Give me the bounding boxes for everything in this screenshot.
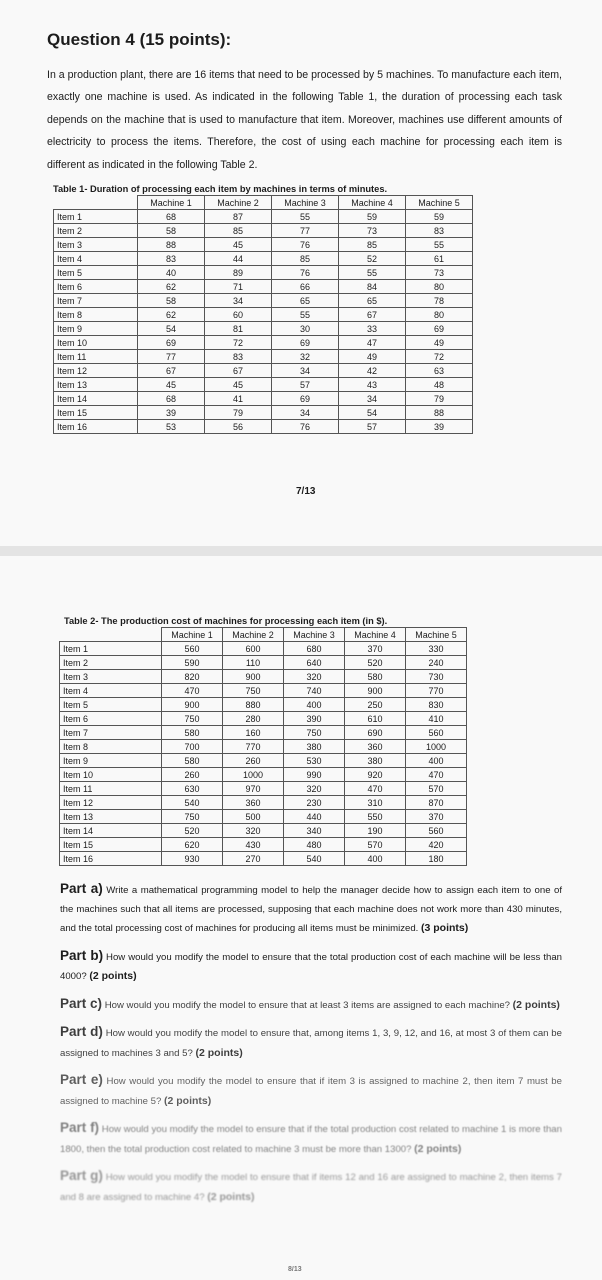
- table-cell: 55: [272, 308, 339, 322]
- table-cell: 280: [223, 712, 284, 726]
- table-cell: 1000: [223, 768, 284, 782]
- table-row: [60, 852, 467, 866]
- question-parts: [60, 880, 562, 1207]
- table-cell: 34: [272, 364, 339, 378]
- table-cell: 58: [138, 224, 205, 238]
- page-8: [0, 556, 602, 1280]
- part-text: How would you modify the model to ensure that at least 3 items are assigned to each machine?: [104, 999, 510, 1011]
- table-cell: 57: [339, 420, 406, 434]
- row-label: Item 11: [60, 782, 162, 796]
- table-cell: 560: [162, 642, 223, 656]
- table-cell: 970: [223, 782, 284, 796]
- question-intro: In a production plant, there are 16 items that need to be processed by 5 machines. To manufacture each item, exactly one machine is used. As indicated in the following Table 1, the duration of processing each task depends on the machine that is used to manufacture that item. Moreover, machines use different amounts of electricity to process the items. Therefore, the cost of using each machine for processing each item is different as indicated in the following Table 2.: [47, 69, 562, 171]
- table-row: [60, 796, 467, 810]
- table-cell: 85: [205, 224, 272, 238]
- question-part: [60, 947, 562, 987]
- table-cell: 60: [205, 308, 272, 322]
- part-label: Part e): [60, 1072, 103, 1087]
- row-label: Item 14: [60, 824, 162, 838]
- table-cell: 360: [345, 740, 406, 754]
- table-row: [54, 322, 473, 336]
- table-cell: 49: [406, 336, 473, 350]
- row-label: Item 9: [60, 754, 162, 768]
- table-cell: 69: [406, 322, 473, 336]
- table-cell: 83: [406, 224, 473, 238]
- table-cell: 79: [406, 392, 473, 406]
- table-cell: 900: [162, 698, 223, 712]
- table-cell: 990: [284, 768, 345, 782]
- table-cell: 76: [272, 238, 339, 252]
- table-cell: 600: [223, 642, 284, 656]
- table-cell: 47: [339, 336, 406, 350]
- page-number: 7/13: [296, 486, 316, 497]
- table-cell: 610: [345, 712, 406, 726]
- table-row: [54, 238, 473, 252]
- table-cell: 69: [138, 336, 205, 350]
- table-cell: 240: [406, 656, 467, 670]
- table-row: [54, 252, 473, 266]
- table-cell: 580: [162, 754, 223, 768]
- table-cell: 360: [223, 796, 284, 810]
- table-cell: 41: [205, 392, 272, 406]
- table-cell: 370: [406, 810, 467, 824]
- table-cell: 230: [284, 796, 345, 810]
- row-label: Item 1: [54, 210, 138, 224]
- table-row: [60, 670, 467, 684]
- table-cell: 43: [339, 378, 406, 392]
- table-cell: 440: [284, 810, 345, 824]
- table-cell: 820: [162, 670, 223, 684]
- table-cell: 190: [345, 824, 406, 838]
- table-row: [54, 224, 473, 238]
- table-cell: 34: [272, 406, 339, 420]
- table-cell: 69: [272, 392, 339, 406]
- row-label: Item 10: [54, 336, 138, 350]
- table-cell: 69: [272, 336, 339, 350]
- table-cell: 83: [138, 252, 205, 266]
- table-cell: 480: [284, 838, 345, 852]
- table-cell: 55: [339, 266, 406, 280]
- table-cell: 78: [406, 294, 473, 308]
- table-cell: 62: [138, 308, 205, 322]
- row-label: Item 4: [54, 252, 138, 266]
- question-part: [60, 1071, 562, 1111]
- part-points: (2 points): [414, 1142, 462, 1155]
- table-cell: 88: [406, 406, 473, 420]
- table-cell: 67: [339, 308, 406, 322]
- column-header: Machine 3: [272, 196, 339, 210]
- table-cell: 320: [223, 824, 284, 838]
- table-row: [54, 378, 473, 392]
- duration-table: [53, 195, 473, 434]
- table-cell: 420: [406, 838, 467, 852]
- table-cell: 700: [162, 740, 223, 754]
- table-cell: 330: [406, 642, 467, 656]
- table-cell: 580: [345, 670, 406, 684]
- part-text: How would you modify the model to ensure that if item 3 is assigned to machine 2, then item 7 must be assigned to machine 5?: [60, 1076, 562, 1107]
- table-cell: 39: [406, 420, 473, 434]
- table-cell: 380: [284, 740, 345, 754]
- table-cell: 1000: [406, 740, 467, 754]
- table-row: [60, 642, 467, 656]
- table-cell: 770: [406, 684, 467, 698]
- table-row: [60, 838, 467, 852]
- part-points: (2 points): [207, 1190, 255, 1203]
- table-cell: 580: [162, 726, 223, 740]
- table-cell: 80: [406, 280, 473, 294]
- table-row: [60, 824, 467, 838]
- table-cell: 900: [345, 684, 406, 698]
- table-row: [54, 280, 473, 294]
- row-label: Item 12: [54, 364, 138, 378]
- row-label: Item 8: [54, 308, 138, 322]
- table-cell: 39: [138, 406, 205, 420]
- part-label: Part a): [60, 881, 103, 896]
- table-cell: 42: [339, 364, 406, 378]
- table-cell: 34: [205, 294, 272, 308]
- part-points: (2 points): [164, 1094, 212, 1107]
- row-label: Item 13: [54, 378, 138, 392]
- table-row: [60, 810, 467, 824]
- row-label: Item 2: [54, 224, 138, 238]
- table-cell: 77: [138, 350, 205, 364]
- row-label: Item 14: [54, 392, 138, 406]
- table-cell: 590: [162, 656, 223, 670]
- table-cell: 83: [205, 350, 272, 364]
- table-cell: 470: [162, 684, 223, 698]
- table-cell: 410: [406, 712, 467, 726]
- table-cell: 45: [138, 378, 205, 392]
- table-cell: 76: [272, 266, 339, 280]
- table-cell: 88: [138, 238, 205, 252]
- table-cell: 110: [223, 656, 284, 670]
- table-cell: 65: [339, 294, 406, 308]
- table-cell: 40: [138, 266, 205, 280]
- table-cell: 640: [284, 656, 345, 670]
- table-cell: 56: [205, 420, 272, 434]
- row-label: Item 15: [54, 406, 138, 420]
- table-cell: 32: [272, 350, 339, 364]
- table-cell: 560: [406, 726, 467, 740]
- table-cell: 680: [284, 642, 345, 656]
- table-cell: 690: [345, 726, 406, 740]
- column-header: Machine 2: [205, 196, 272, 210]
- row-label: Item 3: [60, 670, 162, 684]
- table-cell: 750: [162, 810, 223, 824]
- row-label: Item 8: [60, 740, 162, 754]
- row-label: Item 3: [54, 238, 138, 252]
- row-label: Item 16: [60, 852, 162, 866]
- table-cell: 930: [162, 852, 223, 866]
- table-cell: 73: [339, 224, 406, 238]
- table-cell: 570: [345, 838, 406, 852]
- table-cell: 160: [223, 726, 284, 740]
- table-row: [60, 782, 467, 796]
- table-cell: 260: [162, 768, 223, 782]
- row-label: Item 16: [54, 420, 138, 434]
- table-cell: 33: [339, 322, 406, 336]
- row-label: Item 5: [54, 266, 138, 280]
- table-cell: 500: [223, 810, 284, 824]
- table-row: [60, 712, 467, 726]
- table-cell: 77: [272, 224, 339, 238]
- table-cell: 620: [162, 838, 223, 852]
- table-cell: 530: [284, 754, 345, 768]
- part-points: (2 points): [512, 998, 560, 1011]
- table-cell: 72: [406, 350, 473, 364]
- table-cell: 180: [406, 852, 467, 866]
- column-header: Machine 1: [138, 196, 205, 210]
- table-cell: 540: [162, 796, 223, 810]
- table-cell: 750: [223, 684, 284, 698]
- table-cell: 54: [138, 322, 205, 336]
- question-part: [60, 995, 562, 1016]
- table-cell: 65: [272, 294, 339, 308]
- table1-caption: Table 1- Duration of processing each item by machines in terms of minutes.: [53, 184, 388, 195]
- table-cell: 740: [284, 684, 345, 698]
- table-cell: 67: [138, 364, 205, 378]
- table-cell: 52: [339, 252, 406, 266]
- row-label: Item 13: [60, 810, 162, 824]
- table-cell: 57: [272, 378, 339, 392]
- table-row: [54, 308, 473, 322]
- table-header-row: [60, 628, 467, 642]
- table-cell: 470: [345, 782, 406, 796]
- column-header: Machine 4: [345, 628, 406, 642]
- table-row: [60, 754, 467, 768]
- part-text: How would you modify the model to ensure that if the total production cost related to machine 1 is more than 1800, then the total production cost related to machine 3 must be more than 1300?: [60, 1124, 562, 1155]
- part-text: Write a mathematical programming model to help the manager decide how to assign each item to one of the machines such that all items are processed, supposing that each machine does not work more than 430 minutes, and the total processing cost of machines for producing all items must be minimized.: [60, 885, 562, 934]
- row-label: Item 12: [60, 796, 162, 810]
- table-cell: 430: [223, 838, 284, 852]
- row-label: Item 7: [60, 726, 162, 740]
- table-cell: 81: [205, 322, 272, 336]
- table-cell: 870: [406, 796, 467, 810]
- row-label: Item 6: [54, 280, 138, 294]
- table-row: [60, 740, 467, 754]
- table-cell: 45: [205, 378, 272, 392]
- table-row: [60, 698, 467, 712]
- table-cell: 89: [205, 266, 272, 280]
- table-row: [54, 364, 473, 378]
- question-title: Question 4 (15 points):: [47, 30, 232, 49]
- table-cell: 400: [284, 698, 345, 712]
- question-part: [60, 1119, 562, 1159]
- part-points: (2 points): [195, 1046, 243, 1059]
- table-cell: 87: [205, 210, 272, 224]
- table-cell: 84: [339, 280, 406, 294]
- table-cell: 66: [272, 280, 339, 294]
- table-cell: 310: [345, 796, 406, 810]
- table-cell: 53: [138, 420, 205, 434]
- question-part: [60, 880, 562, 939]
- table-row: [54, 210, 473, 224]
- column-header: Machine 5: [406, 628, 467, 642]
- table-cell: 630: [162, 782, 223, 796]
- column-header: Machine 5: [406, 196, 473, 210]
- table-cell: 54: [339, 406, 406, 420]
- table-cell: 270: [223, 852, 284, 866]
- table-cell: 750: [284, 726, 345, 740]
- table-row: [54, 266, 473, 280]
- table-cell: 61: [406, 252, 473, 266]
- table-cell: 67: [205, 364, 272, 378]
- table-cell: 30: [272, 322, 339, 336]
- table-cell: 85: [339, 238, 406, 252]
- table-cell: 63: [406, 364, 473, 378]
- table-cell: 830: [406, 698, 467, 712]
- table-row: [54, 336, 473, 350]
- column-header: Machine 4: [339, 196, 406, 210]
- table-header-row: [54, 196, 473, 210]
- table-row: [54, 392, 473, 406]
- table-cell: 520: [162, 824, 223, 838]
- page-7: [0, 0, 602, 546]
- table-cell: 55: [272, 210, 339, 224]
- part-label: Part c): [60, 995, 103, 1011]
- table-cell: 320: [284, 782, 345, 796]
- table2-caption: Table 2- The production cost of machines for processing each item (in $).: [64, 616, 388, 626]
- header-corner: [54, 196, 138, 210]
- table-cell: 59: [406, 210, 473, 224]
- question-part: [60, 1023, 562, 1063]
- table-cell: 62: [138, 280, 205, 294]
- table-cell: 80: [406, 308, 473, 322]
- table-cell: 880: [223, 698, 284, 712]
- table-cell: 260: [223, 754, 284, 768]
- table-cell: 34: [339, 392, 406, 406]
- table-row: [60, 768, 467, 782]
- table-cell: 370: [345, 642, 406, 656]
- table-row: [54, 294, 473, 308]
- cost-table: [59, 627, 467, 866]
- table-cell: 44: [205, 252, 272, 266]
- table-cell: 570: [406, 782, 467, 796]
- table-row: [54, 406, 473, 420]
- table-cell: 540: [284, 852, 345, 866]
- table-cell: 45: [205, 238, 272, 252]
- table-cell: 340: [284, 824, 345, 838]
- column-header: Machine 1: [162, 628, 223, 642]
- table-cell: 520: [345, 656, 406, 670]
- part-label: Part f): [60, 1120, 100, 1135]
- part-text: How would you modify the model to ensure that if items 12 and 16 are assigned to machine 2, then items 7 and 8 are assigned to machine 4?: [60, 1172, 562, 1203]
- table-cell: 250: [345, 698, 406, 712]
- table-cell: 390: [284, 712, 345, 726]
- table-cell: 320: [284, 670, 345, 684]
- row-label: Item 6: [60, 712, 162, 726]
- table-row: [54, 350, 473, 364]
- table-cell: 73: [406, 266, 473, 280]
- table-row: [60, 684, 467, 698]
- part-text: How would you modify the model to ensure that, among items 1, 3, 9, 12, and 16, at most 3 of them can be assigned to machines 3 and 5?: [60, 1028, 562, 1059]
- table-cell: 58: [138, 294, 205, 308]
- row-label: Item 10: [60, 768, 162, 782]
- row-label: Item 9: [54, 322, 138, 336]
- table-cell: 48: [406, 378, 473, 392]
- column-header: Machine 2: [223, 628, 284, 642]
- row-label: Item 7: [54, 294, 138, 308]
- row-label: Item 1: [60, 642, 162, 656]
- part-label: Part b): [60, 947, 104, 963]
- table-cell: 76: [272, 420, 339, 434]
- question-part: [60, 1167, 562, 1207]
- row-label: Item 15: [60, 838, 162, 852]
- table-cell: 71: [205, 280, 272, 294]
- part-points: (3 points): [421, 922, 469, 934]
- row-label: Item 4: [60, 684, 162, 698]
- table-cell: 85: [272, 252, 339, 266]
- row-label: Item 5: [60, 698, 162, 712]
- table-cell: 770: [223, 740, 284, 754]
- table-cell: 380: [345, 754, 406, 768]
- table-cell: 900: [223, 670, 284, 684]
- table-cell: 550: [345, 810, 406, 824]
- table-cell: 730: [406, 670, 467, 684]
- table-cell: 72: [205, 336, 272, 350]
- part-points: (2 points): [89, 970, 137, 982]
- column-header: Machine 3: [284, 628, 345, 642]
- table-row: [60, 726, 467, 740]
- table-cell: 750: [162, 712, 223, 726]
- header-corner: [60, 628, 162, 642]
- table-cell: 400: [345, 852, 406, 866]
- table-cell: 79: [205, 406, 272, 420]
- table-row: [60, 656, 467, 670]
- table-cell: 59: [339, 210, 406, 224]
- table-cell: 920: [345, 768, 406, 782]
- table-cell: 400: [406, 754, 467, 768]
- part-text: How would you modify the model to ensure that the total production cost of each machine will be less than 4000?: [60, 951, 562, 982]
- table-cell: 470: [406, 768, 467, 782]
- page-number: 8/13: [288, 1266, 302, 1273]
- row-label: Item 11: [54, 350, 138, 364]
- table-cell: 55: [406, 238, 473, 252]
- table-row: [54, 420, 473, 434]
- table-cell: 560: [406, 824, 467, 838]
- table-cell: 49: [339, 350, 406, 364]
- table-cell: 68: [138, 392, 205, 406]
- part-label: Part g): [60, 1168, 103, 1183]
- table-cell: 68: [138, 210, 205, 224]
- part-label: Part d): [60, 1024, 103, 1039]
- row-label: Item 2: [60, 656, 162, 670]
